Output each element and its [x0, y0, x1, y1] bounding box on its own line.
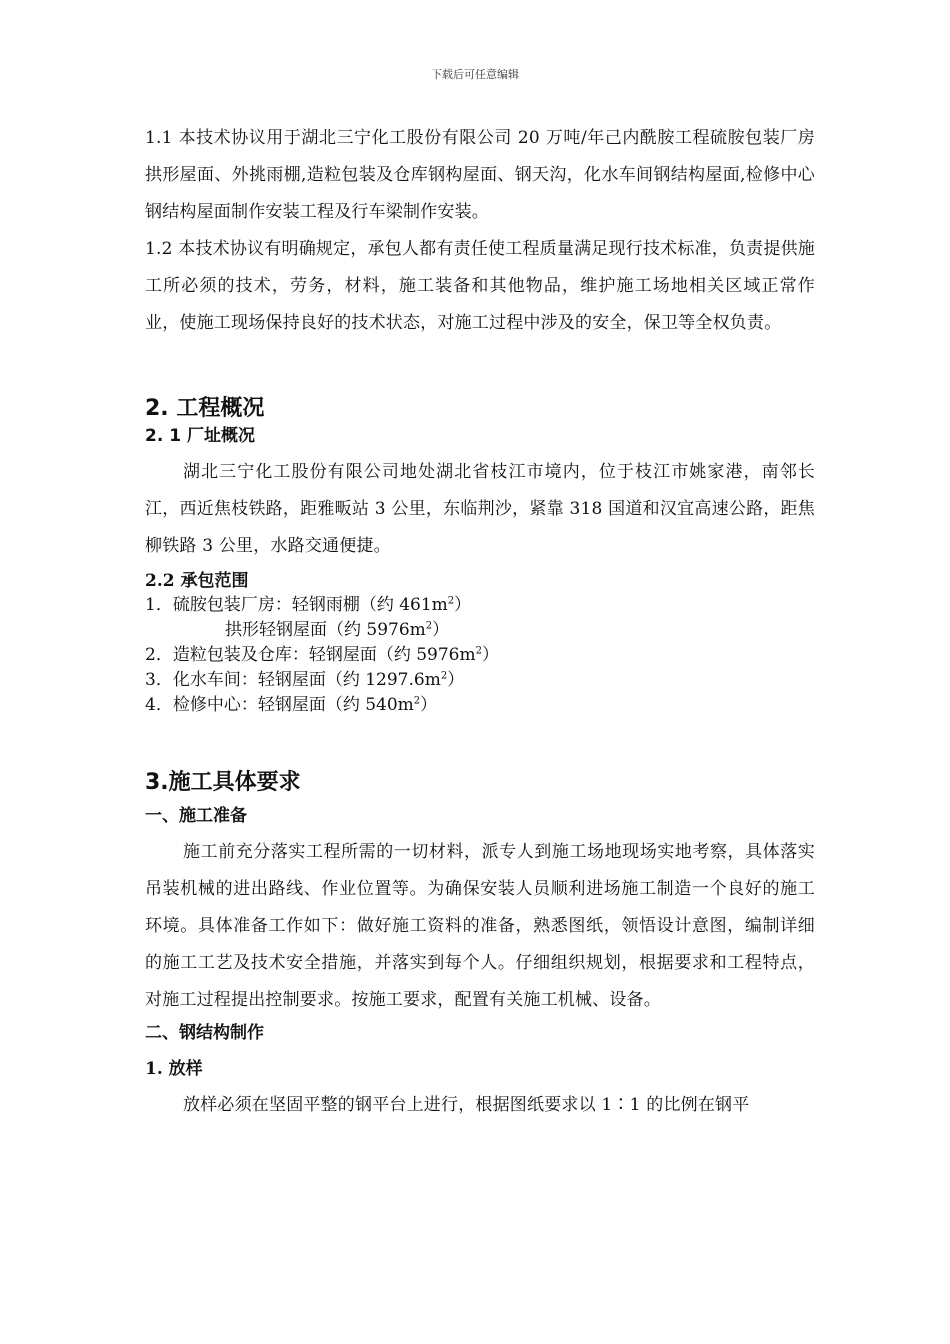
spacer [145, 718, 815, 768]
section-3-part-2-sub-1-text: 放样必须在坚固平整的钢平台上进行，根据图纸要求以 1∶1 的比例在钢平 [183, 1095, 750, 1115]
scope-item-4: 4．检修中心：轻钢屋面（约 $540m^2$） [145, 695, 438, 715]
scope-list [145, 593, 815, 718]
paragraph-1-1: 1.1 本技术协议用于湖北三宁化工股份有限公司 20 万吨/年己内酰胺工程硫胺包装厂房拱形屋面、外挑雨棚,造粒包装及仓库钢构屋面、钢天沟，化水车间钢结构屋面,检修中心钢结构屋面制作安装工程及行车梁制作安装。 [145, 128, 815, 222]
paragraph-1-2: 1.2 本技术协议有明确规定，承包人都有责任使工程质量满足现行技术标准，负责提供施工所必须的技术，劳务，材料，施工装备和其他物品，维护施工场地相关区域正常作业，使施工现场保持良好的技术状态，对施工过程中涉及的安全，保卫等全权负责。 [145, 239, 815, 333]
section-2-2-title: 2.2 承包范围 [145, 571, 249, 591]
section-3-part-2-title: 二、钢结构制作 [145, 1023, 264, 1043]
spacer [145, 342, 815, 394]
scope-item-1-sub: 拱形轻钢屋面（约 $5976m^2$） [225, 620, 450, 640]
document-body [145, 120, 815, 1124]
section-3-part-2-sub-1-title: 1. 放样 [145, 1059, 203, 1079]
section-3-title: 3.施工具体要求 [145, 770, 301, 795]
scope-item-2: 2．造粒包装及仓库：轻钢屋面（约 $5976m^2$） [145, 645, 499, 665]
page-header: 下载后可任意编辑 [431, 68, 519, 81]
section-2-1-title: 2. 1 厂址概况 [145, 426, 255, 446]
section-2-title: 2. 工程概况 [145, 396, 265, 421]
scope-item-1: 1．硫胺包装厂房：轻钢雨棚（约 $461m^2$） [145, 595, 472, 615]
scope-item-3: 3．化水车间：轻钢屋面（约 $1297.6m^2$） [145, 670, 465, 690]
section-3-part-1-title: 一、施工准备 [145, 806, 247, 826]
section-2-1-text: 湖北三宁化工股份有限公司地处湖北省枝江市境内，位于枝江市姚家港，南邻长江，西近焦枝铁路，距雅畈站 3 公里，东临荆沙，紧靠 318 国道和汉宜高速公路，距焦柳铁路 3 公里，水路交通便捷。 [145, 462, 815, 556]
section-3-part-1-text: 施工前充分落实工程所需的一切材料，派专人到施工场地现场实地考察，具体落实吊装机械的进出路线、作业位置等。为确保安装人员顺利进场施工制造一个良好的施工环境。具体准备工作如下：做好施工资料的准备，熟悉图纸，领悟设计意图，编制详细的施工工艺及技术安全措施，并落实到每个人。仔细组织规划，根据要求和工程特点，对施工过程提出控制要求。按施工要求，配置有关施工机械、设备。 [145, 842, 815, 1010]
